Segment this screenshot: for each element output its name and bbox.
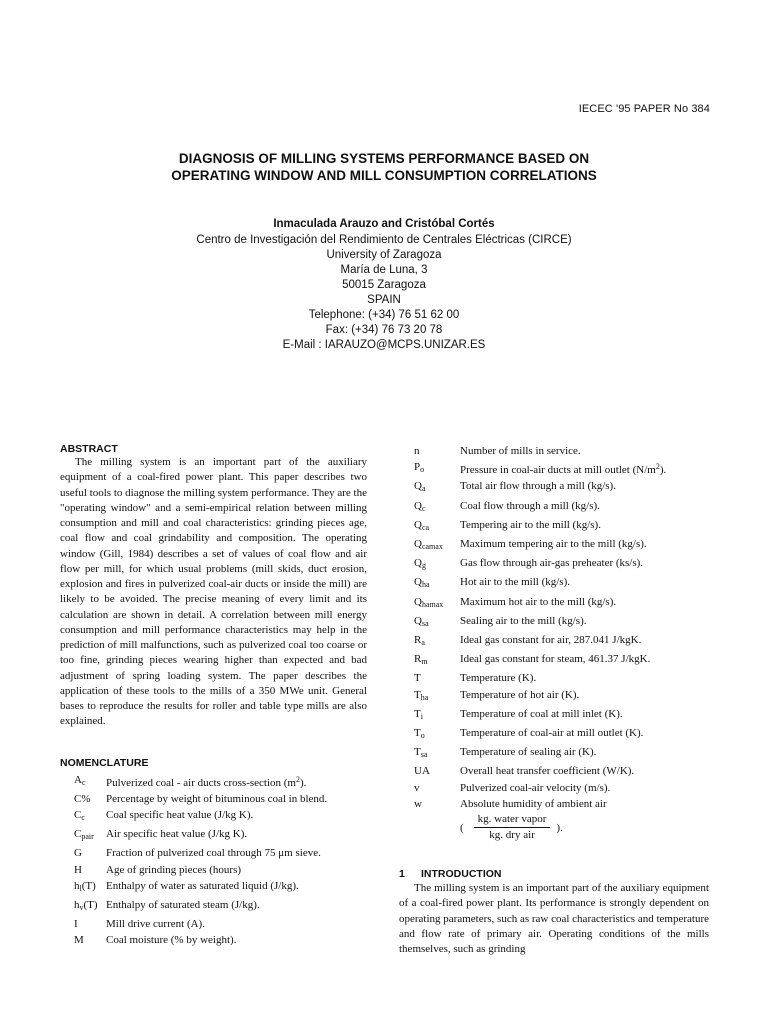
symbol-base: T xyxy=(414,707,421,720)
nomenclature-symbol xyxy=(60,916,106,932)
nomenclature-description xyxy=(106,791,367,807)
description-text: Coal flow through a mill (kg/s). xyxy=(460,499,600,512)
nomenclature-description xyxy=(460,744,709,763)
symbol-subscript: sa xyxy=(421,618,429,628)
nomenclature-symbol xyxy=(399,651,460,670)
nomenclature-row xyxy=(399,725,709,744)
nomenclature-symbol xyxy=(399,443,460,459)
nomenclature-row xyxy=(399,478,709,497)
nomenclature-row xyxy=(399,498,709,517)
nomenclature-symbol xyxy=(399,613,460,632)
symbol-base: R xyxy=(414,634,422,647)
description-text: Number of mills in service. xyxy=(460,445,581,457)
nomenclature-symbol xyxy=(399,632,460,651)
nomenclature-description xyxy=(460,536,709,555)
nomenclature-row xyxy=(399,536,709,555)
nomenclature-symbol xyxy=(399,763,460,779)
nomenclature-symbol xyxy=(60,897,106,916)
nomenclature-description xyxy=(460,555,709,574)
nomenclature-description xyxy=(106,878,367,897)
introduction-text: The milling system is an important part of the auxiliary equipment of a coal-fired power plant. Its performance is strongly dependent on operating parameters, such as raw coal characteristics and temperature and flow rate of primary air. Operating conditions of the mills themselves, such as grinding xyxy=(399,882,709,956)
description-tail: ). xyxy=(300,776,307,789)
symbol-subscript: hamax xyxy=(421,599,444,609)
symbol-subscript: c xyxy=(81,812,85,822)
description-text: Temperature (K). xyxy=(460,672,537,685)
description-text: Percentage by weight of bituminous coal in blend. xyxy=(106,792,328,805)
description-text: Air specific heat value (J/kg K). xyxy=(106,828,248,841)
description-text: Enthalpy of saturated steam (J/kg). xyxy=(106,898,260,911)
symbol-subscript: a xyxy=(421,484,426,494)
symbol-base: h xyxy=(74,898,80,911)
symbol-subscript: i xyxy=(420,711,423,721)
nomenclature-row xyxy=(60,878,367,897)
nomenclature-description xyxy=(460,459,709,478)
symbol-base: Q xyxy=(414,499,422,512)
symbol-subscript: o xyxy=(420,465,425,475)
nomenclature-row xyxy=(399,443,709,459)
fraction-open-paren: ( xyxy=(460,821,464,834)
affiliation-country: SPAIN xyxy=(367,294,401,306)
symbol-subscript: camax xyxy=(421,542,443,552)
right-column xyxy=(399,443,709,957)
description-text: Temperature of coal at mill inlet (K). xyxy=(460,707,623,720)
nomenclature-row xyxy=(60,791,367,807)
symbol-subscript: o xyxy=(420,731,425,741)
symbol-base: Q xyxy=(414,595,422,608)
nomenclature-symbol xyxy=(399,594,460,613)
symbol-base: P xyxy=(414,461,421,474)
symbol-subscript: c xyxy=(421,503,426,513)
description-text: Coal moisture (% by weight). xyxy=(106,934,237,947)
symbol-base: Q xyxy=(414,538,422,551)
description-text: Enthalpy of water as saturated liquid (J/kg). xyxy=(106,879,299,892)
description-text: Temperature of hot air (K). xyxy=(460,688,580,701)
symbol-base: Q xyxy=(414,480,422,493)
description-text: Pressure in coal-air ducts at mill outlet (N/m xyxy=(460,464,656,477)
fraction xyxy=(474,813,551,842)
description-text: Temperature of sealing air (K). xyxy=(460,746,597,759)
symbol-base: M xyxy=(74,934,84,947)
description-text: Total air flow through a mill (kg/s). xyxy=(460,480,616,493)
nomenclature-row xyxy=(399,670,709,686)
nomenclature-row xyxy=(399,780,709,796)
description-text: Fraction of pulverized coal through 75 μm sieve. xyxy=(106,847,321,860)
nomenclature-symbol xyxy=(399,459,460,478)
nomenclature-list-left xyxy=(60,772,367,949)
nomenclature-symbol xyxy=(60,932,106,948)
affiliation-university: University of Zaragoza xyxy=(326,249,442,261)
authors: Inmaculada Arauzo and Cristóbal Cortés xyxy=(273,218,495,230)
nomenclature-description xyxy=(460,632,709,651)
description-text: Ideal gas constant for steam, 461.37 J/kgK. xyxy=(460,653,651,666)
nomenclature-description xyxy=(106,932,367,948)
nomenclature-symbol xyxy=(60,772,106,791)
fraction-numerator: kg. water vapor xyxy=(474,813,551,828)
introduction-heading xyxy=(399,868,709,880)
nomenclature-row xyxy=(60,897,367,916)
title-line: DIAGNOSIS OF MILLING SYSTEMS PERFORMANCE BASED ON xyxy=(178,151,590,166)
description-text: Hot air to the mill (kg/s). xyxy=(460,576,570,589)
description-text: Maximum tempering air to the mill (kg/s). xyxy=(460,538,647,551)
nomenclature-description xyxy=(106,916,367,932)
nomenclature-heading: NOMENCLATURE xyxy=(60,756,149,769)
description-text: Coal specific heat value (J/kg K). xyxy=(106,808,254,821)
humidity-unit-fraction xyxy=(399,813,709,842)
symbol-subscript: l xyxy=(79,883,82,893)
nomenclature-symbol xyxy=(399,706,460,725)
nomenclature-description xyxy=(106,826,367,845)
description-text: Mill drive current (A). xyxy=(106,918,205,931)
description-text: Ideal gas constant for air, 287.041 J/kgK. xyxy=(460,634,642,647)
nomenclature-symbol xyxy=(60,845,106,861)
nomenclature-symbol xyxy=(399,796,460,812)
nomenclature-symbol xyxy=(60,862,106,878)
affiliation-institute: Centro de Investigación del Rendimiento de Centrales Eléctricas (CIRCE) xyxy=(196,234,572,246)
affiliation-email: E-Mail : IARAUZO@MCPS.UNIZAR.ES xyxy=(282,339,486,351)
description-superscript: 2 xyxy=(296,774,300,784)
symbol-base: h xyxy=(74,879,80,892)
symbol-base: C% xyxy=(74,792,91,805)
paper-identifier: IECEC '95 PAPER No 384 xyxy=(578,103,710,115)
nomenclature-description xyxy=(460,574,709,593)
symbol-base: T xyxy=(414,688,421,701)
symbol-base: Q xyxy=(414,614,422,627)
nomenclature-symbol xyxy=(399,555,460,574)
nomenclature-symbol xyxy=(399,498,460,517)
nomenclature-symbol xyxy=(399,780,460,796)
description-text: Age of grinding pieces (hours) xyxy=(106,863,242,876)
nomenclature-description xyxy=(106,845,367,861)
nomenclature-row xyxy=(60,916,367,932)
description-text: Sealing air to the mill (kg/s). xyxy=(460,614,587,627)
symbol-subscript: pair xyxy=(81,832,94,842)
description-text: Overall heat transfer coefficient (W/K). xyxy=(460,765,635,778)
affiliation-telephone: Telephone: (+34) 76 51 62 00 xyxy=(308,309,460,321)
nomenclature-description xyxy=(460,706,709,725)
nomenclature-row xyxy=(60,807,367,826)
abstract-text: The milling system is an important part of the auxiliary equipment of a coal-fired power plant. This paper describes two useful tools to diagnose the milling system performance. They are the "operating window" and a semi-empirical relation between milling consumption and mill and coal characteristics: grinding pieces age, coal flow and coal grindability and composition. The operating window (Gill, 1984) describes a set of values of coal flow and air flow per mill, for which usual problems (mill skids, duct erosion, explosion and fires in pulverized coal-air ducts or inside the mill) are likely to be avoided. The precise meaning of every limit and its calculation are shown in detail. A correlation between mill energy consumption and mill performance characteristics may help in the prediction of mill malfunctions, such as pulverized coal too coarse or too fine, grinding pieces wearing higher than expected and bad adjustment of spring loading system. The paper describes the application of these tools to the mills of a 350 MWe unit. General bases to reproduce the results for roller and table type mills are also explained. xyxy=(60,456,367,728)
nomenclature-description xyxy=(106,807,367,826)
nomenclature-symbol xyxy=(60,791,106,807)
nomenclature-description xyxy=(460,651,709,670)
nomenclature-row xyxy=(60,772,367,791)
symbol-base: C xyxy=(74,828,82,841)
nomenclature-symbol xyxy=(399,725,460,744)
symbol-base: T xyxy=(414,746,421,759)
nomenclature-description xyxy=(460,796,709,812)
affiliation-city: 50015 Zaragoza xyxy=(342,279,426,291)
description-text: Tempering air to the mill (kg/s). xyxy=(460,518,601,531)
affiliation-street: María de Luna, 3 xyxy=(340,264,428,276)
nomenclature-symbol xyxy=(399,670,460,686)
nomenclature-row xyxy=(399,632,709,651)
symbol-subscript: g xyxy=(421,561,426,571)
nomenclature-row xyxy=(60,932,367,948)
symbol-base: A xyxy=(74,773,82,786)
title-line: OPERATING WINDOW AND MILL CONSUMPTION CORRELATIONS xyxy=(171,168,597,183)
symbol-base: Q xyxy=(414,576,422,589)
nomenclature-description xyxy=(106,772,367,791)
nomenclature-description xyxy=(460,478,709,497)
nomenclature-symbol xyxy=(399,478,460,497)
nomenclature-description xyxy=(460,687,709,706)
nomenclature-description xyxy=(460,725,709,744)
nomenclature-symbol xyxy=(60,878,106,897)
nomenclature-description xyxy=(460,763,709,779)
nomenclature-symbol xyxy=(399,517,460,536)
nomenclature-symbol xyxy=(399,687,460,706)
nomenclature-row xyxy=(399,459,709,478)
description-text: Absolute humidity of ambient air xyxy=(460,797,607,810)
nomenclature-row xyxy=(399,555,709,574)
section-title: INTRODUCTION xyxy=(421,868,502,881)
abstract-heading: ABSTRACT xyxy=(60,443,118,455)
symbol-subscript: c xyxy=(81,777,86,787)
nomenclature-symbol xyxy=(60,826,106,845)
nomenclature-symbol xyxy=(399,536,460,555)
nomenclature-description xyxy=(460,443,709,459)
nomenclature-description xyxy=(460,517,709,536)
description-text: Temperature of coal-air at mill outlet (K). xyxy=(460,727,644,740)
nomenclature-description xyxy=(460,670,709,686)
left-column xyxy=(60,443,367,949)
nomenclature-row xyxy=(399,574,709,593)
affiliation-fax: Fax: (+34) 76 73 20 78 xyxy=(325,324,443,336)
nomenclature-symbol xyxy=(60,807,106,826)
symbol-argument: (T) xyxy=(83,898,98,911)
symbol-base: Q xyxy=(414,557,422,570)
nomenclature-row xyxy=(399,613,709,632)
affiliation-block xyxy=(0,233,768,353)
fraction-denominator: kg. dry air xyxy=(489,829,535,842)
nomenclature-row xyxy=(399,517,709,536)
description-text: Gas flow through air-gas preheater (ks/s). xyxy=(460,557,644,570)
fraction-close-paren: ). xyxy=(556,821,563,834)
symbol-base: T xyxy=(414,672,421,685)
symbol-base: I xyxy=(74,918,78,931)
nomenclature-row xyxy=(60,862,367,878)
symbol-subscript: m xyxy=(421,657,428,667)
symbol-base: w xyxy=(414,797,422,810)
nomenclature-row xyxy=(60,826,367,845)
nomenclature-symbol xyxy=(399,744,460,763)
nomenclature-description xyxy=(460,613,709,632)
paper-title xyxy=(0,150,768,184)
symbol-base: n xyxy=(414,445,420,457)
symbol-base: G xyxy=(74,847,82,860)
nomenclature-row xyxy=(399,796,709,812)
nomenclature-description xyxy=(106,862,367,878)
symbol-subscript: ha xyxy=(420,692,429,702)
nomenclature-list-right xyxy=(399,443,709,812)
symbol-base: H xyxy=(74,863,82,876)
symbol-base: R xyxy=(414,653,422,666)
description-text: Pulverized coal-air velocity (m/s). xyxy=(460,781,611,794)
nomenclature-row xyxy=(399,651,709,670)
symbol-base: v xyxy=(414,781,420,794)
description-text: Maximum hot air to the mill (kg/s). xyxy=(460,595,617,608)
description-text: Pulverized coal - air ducts cross-section (m xyxy=(106,776,296,789)
nomenclature-row xyxy=(399,744,709,763)
section-number: 1 xyxy=(399,868,405,881)
nomenclature-row xyxy=(399,706,709,725)
symbol-subscript: v xyxy=(79,902,84,912)
symbol-subscript: sa xyxy=(420,750,428,760)
nomenclature-description xyxy=(460,594,709,613)
symbol-base: C xyxy=(74,808,82,821)
symbol-base: Q xyxy=(414,518,422,531)
symbol-subscript: ha xyxy=(421,580,430,590)
symbol-base: T xyxy=(414,727,421,740)
nomenclature-row xyxy=(60,845,367,861)
symbol-argument: (T) xyxy=(81,879,96,892)
description-tail: ). xyxy=(659,464,667,477)
nomenclature-symbol xyxy=(399,574,460,593)
nomenclature-description xyxy=(460,498,709,517)
nomenclature-description xyxy=(106,897,367,916)
description-superscript: 2 xyxy=(655,462,660,472)
nomenclature-row xyxy=(399,594,709,613)
nomenclature-row xyxy=(399,763,709,779)
symbol-subscript: a xyxy=(421,638,425,648)
symbol-subscript: ca xyxy=(421,522,430,532)
symbol-base: UA xyxy=(414,765,430,778)
nomenclature-description xyxy=(460,780,709,796)
nomenclature-row xyxy=(399,687,709,706)
